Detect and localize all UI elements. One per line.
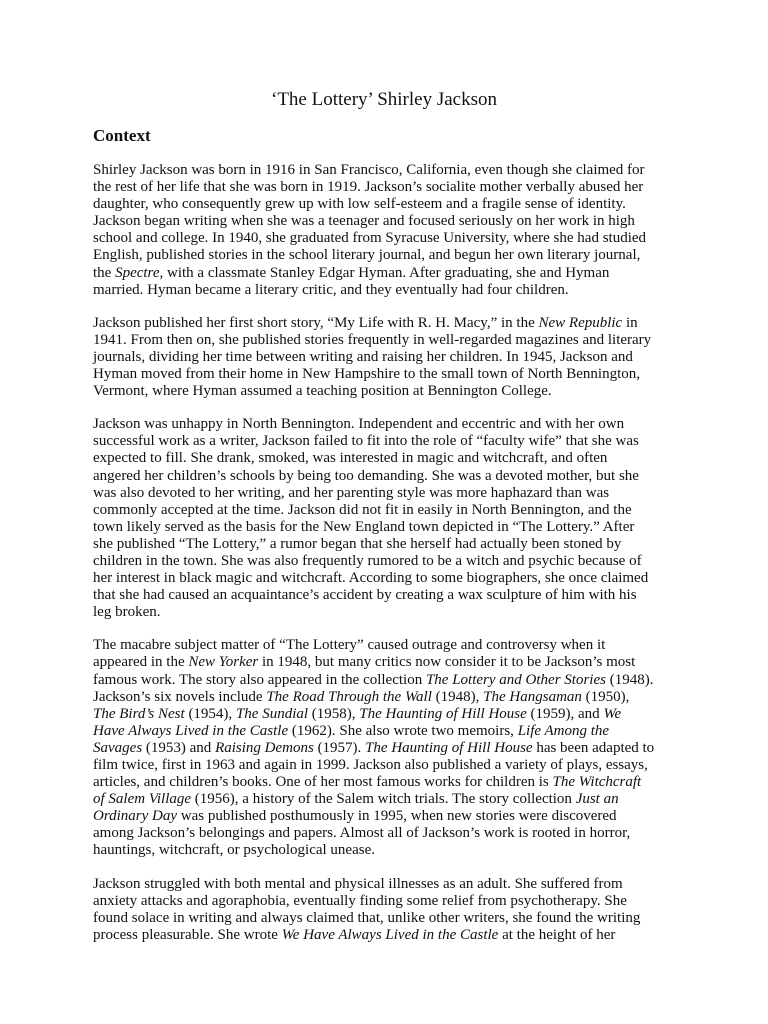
text-run: found solace in writing and always claimed that, unlike other writers, she found the writing — [93, 909, 641, 926]
text-line — [93, 587, 683, 604]
italic-text: New Yorker — [188, 654, 259, 671]
text-run: her interest in black magic and witchcraft. According to some biographers, she once claimed — [93, 570, 649, 587]
text-run: at the height of her — [498, 926, 616, 943]
text-run: (1948). — [605, 671, 654, 688]
text-run: (1948), — [431, 688, 484, 705]
text-run: among Jackson’s belongings and papers. Almost all of Jackson’s work is rooted in horror, — [93, 825, 631, 842]
paragraph — [93, 637, 683, 859]
text-line — [93, 349, 683, 366]
text-line — [93, 282, 683, 299]
text-run: school and college. In 1940, she graduated from Syracuse University, where she had studied — [93, 230, 647, 247]
text-run: expected to fill. She drank, smoked, was interested in magic and witchcraft, and often — [93, 450, 608, 467]
text-line — [93, 265, 683, 282]
document-title: ‘The Lottery’ Shirley Jackson — [271, 89, 497, 110]
italic-text: The Haunting of Hill House — [365, 739, 533, 756]
text-run: (1957). — [313, 739, 366, 756]
text-run: appeared in the — [93, 654, 189, 671]
text-run: (1958), — [308, 705, 360, 722]
section-heading: Context — [93, 126, 151, 145]
text-run: the rest of her life that she was born in 1919. Jackson’s socialite mother verbally abused her — [93, 179, 644, 196]
text-line — [93, 213, 683, 230]
italic-text: of Salem Village — [93, 791, 192, 808]
text-line — [93, 723, 683, 740]
text-run: anxiety attacks and agoraphobia, eventually finding some relief from psychotherapy. She — [93, 892, 627, 909]
text-line — [93, 689, 683, 706]
text-line — [93, 162, 683, 179]
text-line — [93, 383, 683, 400]
text-line — [93, 672, 683, 689]
text-run: (1953) and — [142, 739, 216, 756]
text-run: leg broken. — [93, 604, 161, 621]
text-line — [93, 910, 683, 927]
text-line — [93, 416, 683, 433]
text-run: Jackson began writing when she was a teenager and focused seriously on her work in high — [93, 213, 635, 230]
text-line — [93, 450, 683, 467]
text-line — [93, 502, 683, 519]
text-line — [93, 485, 683, 502]
text-run: in — [622, 314, 638, 331]
text-line — [93, 196, 683, 213]
text-line — [93, 433, 683, 450]
italic-text: The Haunting of Hill House — [359, 705, 527, 722]
text-run: was also devoted to her writing, and her parenting style was more haphazard than was — [93, 484, 610, 501]
text-line — [93, 774, 683, 791]
text-run: Vermont, where Hyman assumed a teaching position at Bennington College. — [93, 383, 552, 400]
text-line — [93, 332, 683, 349]
text-run: was published posthumously in 1995, when new stories were discovered — [177, 808, 617, 825]
italic-text: Savages — [93, 739, 143, 756]
text-run: town likely served as the basis for the New England town depicted in “The Lottery.” After — [93, 518, 635, 535]
italic-text: Have Always Lived in the Castle — [93, 722, 289, 739]
text-run: (1954), — [184, 705, 236, 722]
text-run: children in the town. She was also frequently rumored to be a witch and psychic because of — [93, 552, 642, 569]
italic-text: Life Among the — [517, 722, 610, 739]
text-run: Jackson published her first short story, “My Life with R. H. Macy,” in the — [93, 314, 539, 331]
text-run: daughter, who consequently grew up with low self-esteem and a fragile sense of identity. — [93, 196, 626, 213]
italic-text: The Bird’s Nest — [93, 705, 185, 722]
text-run: the — [93, 264, 116, 281]
text-line — [93, 637, 683, 654]
text-line — [93, 706, 683, 723]
text-line — [93, 654, 683, 671]
text-run: film twice, first in 1963 and again in 1999. Jackson also published a variety of plays, essays, — [93, 757, 648, 773]
text-line — [93, 927, 683, 944]
italic-text: Ordinary Day — [93, 808, 178, 825]
text-run: married. Hyman became a literary critic, and they eventually had four children. — [93, 281, 569, 298]
text-run: Hyman moved from their home in New Hampshire to the small town of North Bennington, — [93, 366, 640, 383]
text-line — [93, 757, 683, 774]
paragraph — [93, 162, 683, 299]
text-run: (1962). She also wrote two memoirs, — [288, 722, 518, 739]
italic-text: The Sundial — [235, 705, 309, 722]
italic-text: We Have Always Lived in the Castle — [281, 926, 499, 943]
text-run: angered her children’s schools by being too demanding. She was a devoted mother, but she — [93, 467, 639, 484]
text-line — [93, 247, 683, 264]
italic-text: Raising Demons — [215, 739, 314, 756]
italic-text: New Republic — [538, 314, 623, 331]
text-run: articles, and children’s books. One of her most famous works for children is — [93, 774, 553, 791]
italic-text: The Lottery and Other Stories — [425, 671, 606, 688]
text-run: The macabre subject matter of “The Lottery” caused outrage and controversy when it — [93, 637, 606, 654]
text-run: in 1948, but many critics now consider it to be Jackson’s most — [258, 654, 636, 671]
text-line — [93, 808, 683, 825]
body-text — [93, 162, 683, 960]
italic-text: We — [603, 705, 622, 722]
text-line — [93, 536, 683, 553]
text-run: 1941. From then on, she published stories frequently in well-regarded magazines and literary — [93, 331, 652, 348]
text-run: , with a classmate Stanley Edgar Hyman. After graduating, she and Hyman — [159, 264, 610, 281]
text-line — [93, 315, 683, 332]
text-run: process pleasurable. She wrote — [93, 926, 282, 943]
italic-text: The Road Through the Wall — [266, 688, 432, 705]
text-run: famous work. The story also appeared in the collection — [93, 671, 426, 688]
text-run: has been adapted to — [532, 739, 655, 756]
text-run: English, published stories in the school literary journal, and begun her own literary journal, — [93, 247, 641, 264]
italic-text: The Witchcraft — [552, 774, 642, 791]
text-line — [93, 553, 683, 570]
paragraph — [93, 416, 683, 621]
italic-text: The Hangsaman — [483, 688, 582, 705]
text-run: Jackson was unhappy in North Bennington. Independent and eccentric and with her own — [93, 416, 625, 433]
text-line — [93, 740, 683, 757]
text-run: she published “The Lottery,” a rumor began that she herself had actually been stoned by — [93, 535, 622, 552]
text-run: journals, dividing her time between writing and raising her children. In 1945, Jackson and — [93, 348, 633, 365]
text-line — [93, 604, 683, 621]
text-line — [93, 791, 683, 808]
italic-text: Just an — [575, 791, 619, 808]
text-run: (1956), a history of the Salem witch trials. The story collection — [191, 791, 576, 808]
text-run: Jackson struggled with both mental and physical illnesses as an adult. She suffered from — [93, 875, 623, 892]
text-run: hauntings, witchcraft, or psychological unease. — [93, 842, 375, 859]
paragraph — [93, 876, 683, 944]
text-line — [93, 230, 683, 247]
text-line — [93, 179, 683, 196]
text-line — [93, 876, 683, 893]
text-run: successful work as a writer, Jackson failed to fit into the role of “faculty wife” that she was — [93, 433, 639, 450]
text-line — [93, 825, 683, 842]
text-run: (1950), — [581, 688, 630, 705]
text-line — [93, 468, 683, 485]
text-run: (1959), and — [526, 705, 604, 722]
text-line — [93, 842, 683, 859]
text-line — [93, 366, 683, 383]
paragraph — [93, 315, 683, 400]
text-run: Shirley Jackson was born in 1916 in San Francisco, California, even though she claimed for — [93, 162, 645, 178]
text-line — [93, 570, 683, 587]
text-line — [93, 519, 683, 536]
text-line — [93, 893, 683, 910]
text-run: commonly accepted at the time. Jackson did not fit in easily in North Bennington, and the — [93, 501, 632, 518]
italic-text: Spectre — [115, 264, 160, 281]
text-run: Jackson’s six novels include — [93, 688, 267, 705]
text-run: that she had caused an acquaintance’s accident by creating a wax sculpture of him with his — [93, 587, 637, 604]
